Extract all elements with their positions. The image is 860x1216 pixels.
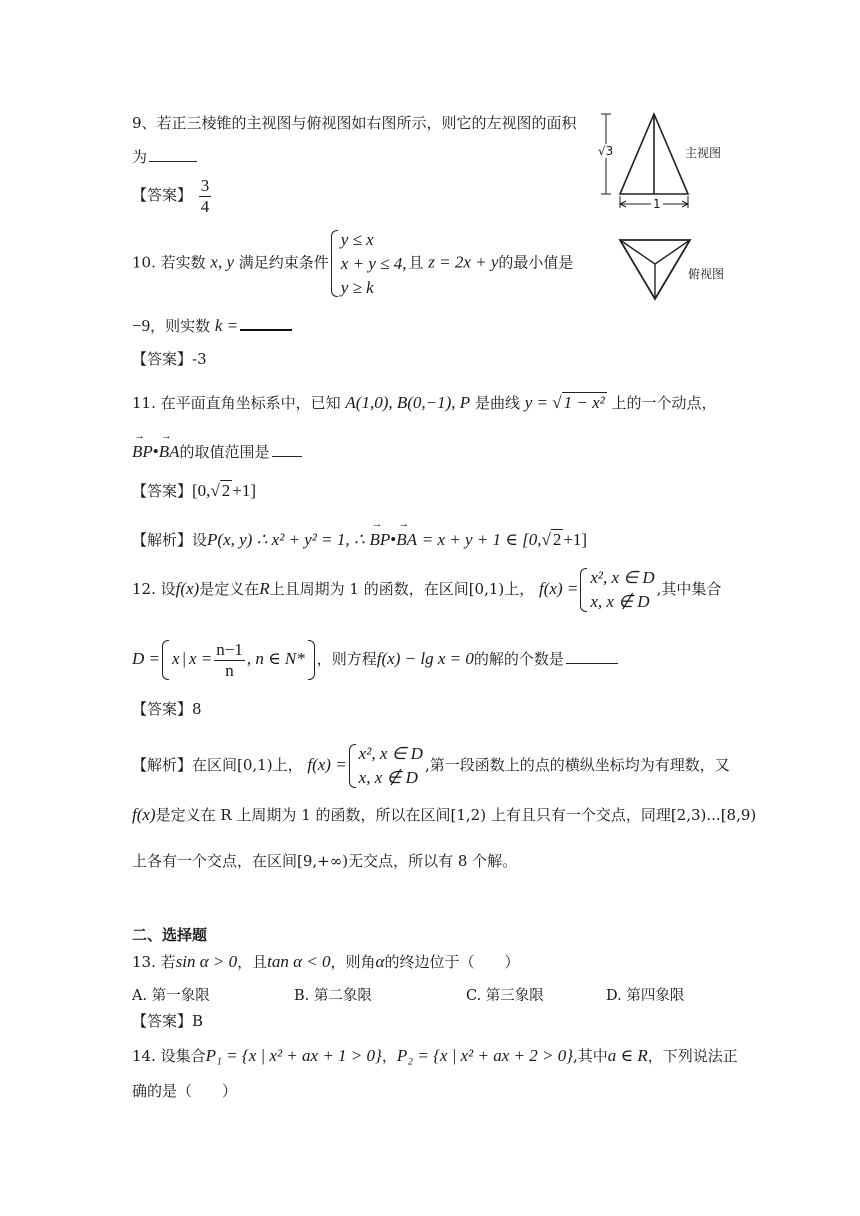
q10-constraints: y ≤ x x + y ≤ 4, y ≥ k: [331, 228, 407, 299]
top-view-diagram: [616, 236, 694, 302]
q9-line2: 为: [132, 148, 197, 166]
q11-analysis: 【解析】设P(x, y) ∴ x² + y² = 1, ∴ → BP•→ BA = x + y + 1 ∈ [0,√ 2 +1]: [132, 530, 587, 550]
q12-line2: D = x | x = $\frac{n-1}{n}$ , n ∈ N* ，则方程f(x) − lg x = 0的解的个数是: [132, 640, 618, 680]
q13-option-b[interactable]: B. 第二象限: [294, 988, 372, 1004]
q13-stem: 13. 若sin α > 0，且tan α < 0，则角α的终边位于（ ）: [132, 952, 520, 971]
q10-line1: 10. 若实数 x, y 满足约束条件 y ≤ x x + y ≤ 4, y ≥ k 且 z = 2x + y的最小值是: [132, 228, 573, 299]
width-label: 1: [653, 197, 661, 211]
height-label: √3: [598, 144, 614, 158]
q13-answer: 【答案】B: [132, 1012, 204, 1030]
front-view-label: 主视图: [685, 146, 722, 160]
q9-line1: 9、若正三棱锥的主视图与俯视图如右图所示，则它的左视图的面积: [132, 114, 577, 132]
q13-option-c[interactable]: C. 第三象限: [466, 988, 544, 1004]
q10-line2: −9，则实数 k =: [132, 316, 292, 336]
q12-analysis-line2: f(x)是定义在 R 上周期为 1 的函数，所以在区间[1,2) 上有且只有一个交点，同理[2,3)...[8,9): [132, 805, 757, 824]
q11-answer: 【答案】[0,√ 2 +1]: [132, 481, 257, 500]
q13-option-d[interactable]: D. 第四象限: [606, 988, 685, 1004]
q13-option-a[interactable]: A. 第一象限: [132, 988, 210, 1004]
q9-answer-fraction: $\frac{3}{4}$: [200, 176, 210, 216]
q12-answer: 【答案】8: [132, 700, 202, 718]
q12-analysis-line1: 【解析】在区间[0,1)上， f(x) = x², x ∈ D x, x ∉ D ,第一段函数上的点的横纵坐标均为有理数，又: [132, 742, 730, 790]
top-view-label: 俯视图: [688, 267, 725, 281]
section-title: 二、选择题: [132, 926, 208, 944]
q12-analysis-line3: 上各有一个交点，在区间[9,+∞)无交点，所以有 8 个解。: [132, 852, 518, 870]
q12-set-D: x | x = $\frac{n-1}{n}$ , n ∈ N*: [162, 640, 315, 680]
q12-piecewise: x², x ∈ D x, x ∉ D: [580, 566, 654, 614]
front-view-diagram: [596, 108, 696, 214]
q10-answer: 【答案】-3: [132, 350, 207, 368]
q14-stem: 14. 设集合P₁ = {x | x² + ax + 1 > 0}，P₂ = {x | x² + ax + 2 > 0},其中a ∈ R，下列说法正: [132, 1046, 738, 1065]
q11-line2: → BP•→ BA的取值范围是: [132, 442, 302, 462]
q9-answer: 【答案】 $\frac{3}{4}$: [132, 176, 210, 216]
q12-line1: 12. 设f(x)是定义在R上且周期为 1 的函数，在区间[0,1)上， f(x) = x², x ∈ D x, x ∉ D ,其中集合: [132, 566, 721, 614]
q14-line2: 确的是（ ）: [132, 1082, 238, 1100]
q11-line1: 11. 在平面直角坐标系中，已知 A(1,0), B(0,−1), P 是曲线 y = √ 1 − x² 上的一个动点，: [132, 393, 717, 412]
